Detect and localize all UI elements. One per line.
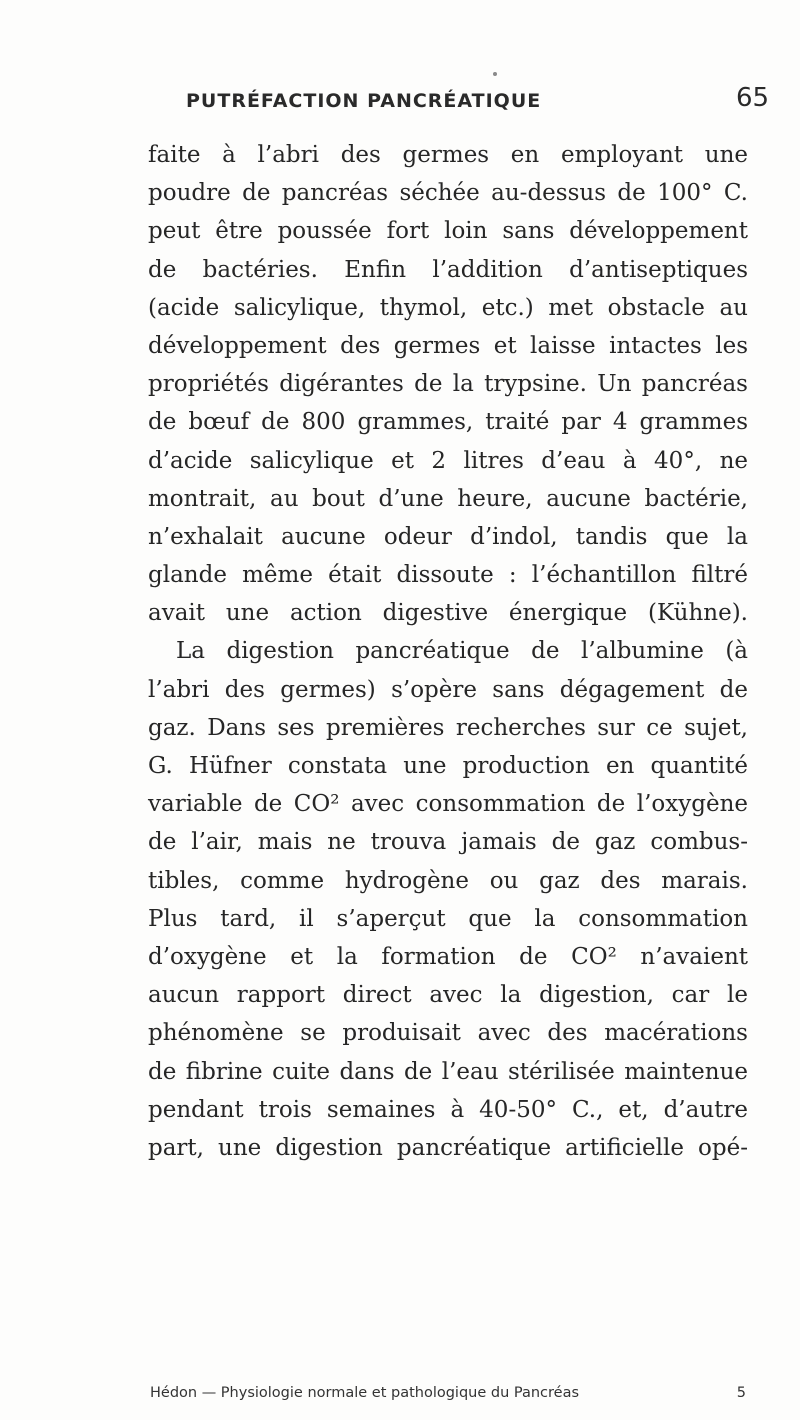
text-line: développement des germes et laisse intactes les — [148, 332, 748, 359]
text-line: faite à l’abri des germes en employant une — [148, 142, 748, 168]
signature-footer — [150, 1385, 746, 1401]
text-line: l’abri des germes) s’opère sans dégagement de — [148, 676, 748, 703]
text-line: part, une digestion pancréatique artificielle opé- — [148, 1134, 748, 1161]
ink-speck — [493, 72, 497, 76]
text-line: de bœuf de 800 grammes, traité par 4 grammes — [148, 409, 748, 436]
sheet-number: 5 — [736, 1385, 746, 1401]
text-line: n’exhalait aucune odeur d’indol, tandis que la — [148, 523, 748, 550]
text-line: poudre de pancréas séchée au-dessus de 100° C. — [148, 180, 748, 207]
signature-line: Hédon — Physiologie normale et pathologique du Pancréas — [150, 1385, 580, 1401]
text-line: avait une action digestive énergique (Kühne). — [148, 600, 748, 627]
text-line: d’oxygène et la formation de CO² n’avaient — [148, 943, 748, 970]
body-text — [148, 136, 748, 1167]
text-line: de l’air, mais ne trouva jamais de gaz combus- — [148, 829, 748, 856]
text-line: pendant trois semaines à 40-50° C., et, d’autre — [148, 1096, 748, 1123]
text-line: propriétés digérantes de la trypsine. Un pancréas — [148, 371, 748, 398]
text-line: La digestion pancréatique de l’albumine (à — [176, 638, 748, 665]
text-line: d’acide salicylique et 2 litres d’eau à 40°, ne — [148, 447, 748, 474]
text-line: gaz. Dans ses premières recherches sur ce sujet, — [148, 714, 748, 741]
running-title: PUTRÉFACTION PANCRÉATIQUE — [186, 90, 542, 112]
text-line: Plus tard, il s’aperçut que la consommation — [148, 905, 748, 932]
text-line: G. Hüfner constata une production en quantité — [148, 753, 748, 779]
text-line: variable de CO² avec consommation de l’oxygène — [148, 791, 748, 818]
text-line: glande même était dissoute : l’échantillon filtré — [148, 562, 748, 589]
text-line: montrait, au bout d’une heure, aucune bactérie, — [148, 485, 748, 512]
text-line: phénomène se produisait avec des macérations — [148, 1020, 748, 1047]
text-line: tibles, comme hydrogène ou gaz des marais. — [148, 867, 748, 894]
text-line: peut être poussée fort loin sans développement — [148, 218, 748, 245]
text-line: (acide salicylique, thymol, etc.) met obstacle au — [148, 294, 748, 321]
text-line: aucun rapport direct avec la digestion, car le — [148, 982, 748, 1009]
text-line: de fibrine cuite dans de l’eau stérilisée maintenue — [148, 1058, 748, 1085]
text-line: de bactéries. Enfin l’addition d’antiseptiques — [148, 256, 748, 283]
page-number: 65 — [736, 83, 770, 113]
